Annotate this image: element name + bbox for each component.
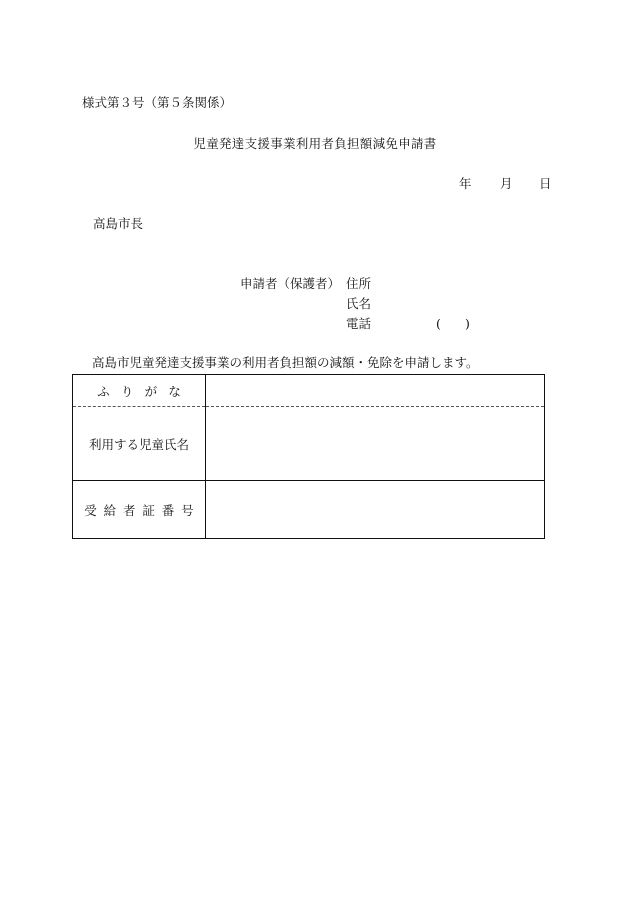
certificate-label: 受給者証番号 bbox=[84, 502, 201, 518]
applicant-label: 申請者（保護者） bbox=[240, 276, 341, 291]
furigana-row bbox=[73, 375, 545, 407]
date-year-label: 年 bbox=[459, 176, 472, 191]
address-label: 住所 bbox=[346, 276, 372, 291]
furigana-label-cell bbox=[73, 375, 206, 407]
date-day-label: 日 bbox=[539, 176, 552, 191]
certificate-label-cell bbox=[73, 481, 206, 539]
phone-paren-close: ) bbox=[465, 316, 470, 331]
child-name-input-cell[interactable] bbox=[206, 407, 545, 481]
certificate-row bbox=[73, 481, 545, 539]
addressee: 高島市長 bbox=[93, 216, 144, 231]
child-name-label-cell bbox=[73, 407, 206, 481]
child-name-row bbox=[73, 407, 545, 481]
application-statement: 高島市児童発達支援事業の利用者負担額の減額・免除を申請します。 bbox=[92, 355, 479, 370]
form-number: 様式第３号（第５条関係） bbox=[82, 95, 233, 110]
certificate-input-cell[interactable] bbox=[206, 481, 545, 539]
furigana-label: ふりがな bbox=[97, 383, 193, 399]
furigana-input-cell[interactable] bbox=[206, 375, 545, 407]
application-table bbox=[72, 374, 545, 539]
document-title: 児童発達支援事業利用者負担額減免申請書 bbox=[193, 136, 437, 151]
phone-paren-open: ( bbox=[436, 316, 441, 331]
name-label: 氏名 bbox=[346, 296, 372, 311]
child-name-label: 利用する児童氏名 bbox=[88, 436, 189, 452]
date-month-label: 月 bbox=[500, 176, 513, 191]
phone-label: 電話 bbox=[346, 316, 372, 331]
